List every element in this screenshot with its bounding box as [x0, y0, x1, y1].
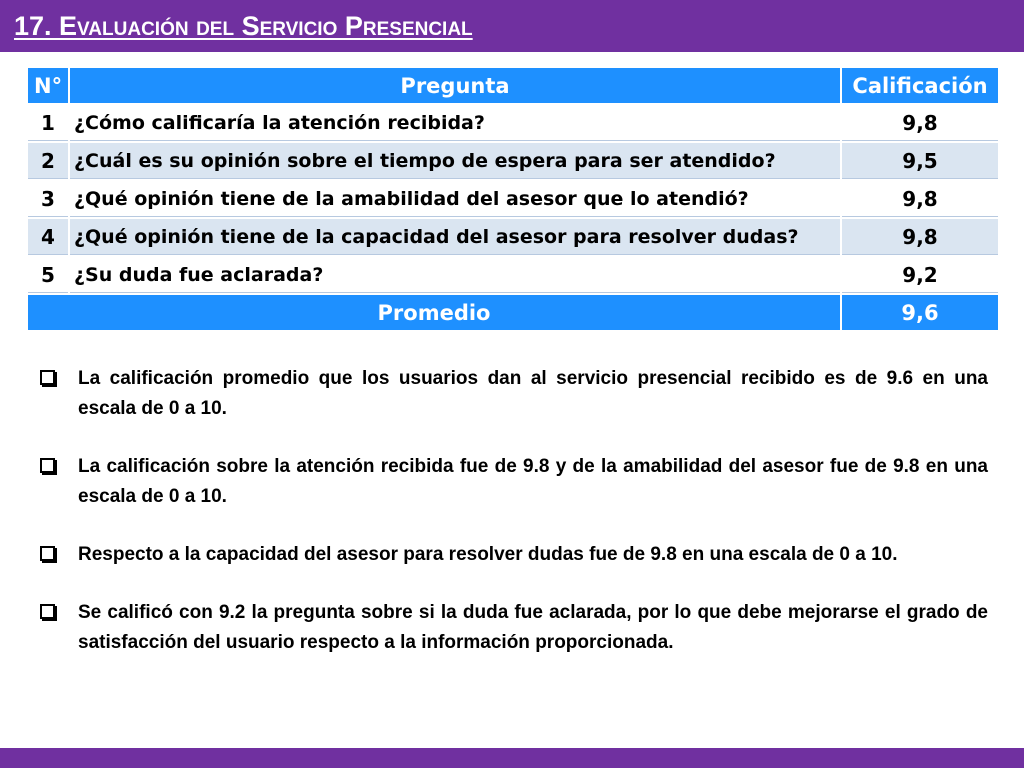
row-number: 2: [28, 143, 68, 179]
checkbox-bullet-icon: [40, 458, 55, 473]
checkbox-bullet-icon: [40, 604, 55, 619]
average-label: Promedio: [28, 295, 840, 330]
average-row: [28, 295, 998, 330]
header-number: N°: [28, 68, 68, 103]
bullet-text: Respecto a la capacidad del asesor para resolver dudas fue de 9.8 en una escala de 0 a 10.: [78, 544, 898, 565]
row-score: 9,8: [842, 105, 998, 141]
row-question: ¿Cómo calificaría la atención recibida?: [70, 105, 840, 141]
average-value: 9,6: [842, 295, 998, 330]
row-number: 3: [28, 181, 68, 217]
bullet-item: [40, 452, 988, 512]
header-score: Calificación: [842, 68, 998, 103]
table-row: [28, 105, 998, 141]
table-row: [28, 257, 998, 293]
row-question: ¿Cuál es su opinión sobre el tiempo de espera para ser atendido?: [70, 143, 840, 179]
footer-bar: [0, 748, 1024, 768]
row-score: 9,8: [842, 219, 998, 255]
row-question: ¿Su duda fue aclarada?: [70, 257, 840, 293]
checkbox-bullet-icon: [40, 546, 55, 561]
table-row: [28, 219, 998, 255]
bullet-list: [40, 364, 988, 686]
table-row: [28, 143, 998, 179]
row-score: 9,2: [842, 257, 998, 293]
bullet-item: [40, 598, 988, 658]
bullet-item: [40, 364, 988, 424]
slide-title: 17. Evaluación del Servicio Presencial: [14, 11, 473, 41]
row-score: 9,5: [842, 143, 998, 179]
bullet-item: [40, 540, 988, 570]
row-question: ¿Qué opinión tiene de la capacidad del asesor para resolver dudas?: [70, 219, 840, 255]
title-bar: [0, 0, 1024, 52]
checkbox-bullet-icon: [40, 370, 55, 385]
row-number: 1: [28, 105, 68, 141]
header-question: Pregunta: [70, 68, 840, 103]
row-number: 5: [28, 257, 68, 293]
bullet-text: La calificación sobre la atención recibida fue de 9.8 y de la amabilidad del asesor fue de 9.8 en una escala de 0 a 10.: [78, 456, 988, 507]
row-score: 9,8: [842, 181, 998, 217]
row-number: 4: [28, 219, 68, 255]
bullet-text: La calificación promedio que los usuarios dan al servicio presencial recibido es de 9.6 en una escala de 0 a 10.: [78, 368, 988, 419]
table-header-row: [28, 68, 998, 103]
table-row: [28, 181, 998, 217]
evaluation-table: [26, 66, 1000, 332]
bullet-text: Se calificó con 9.2 la pregunta sobre si la duda fue aclarada, por lo que debe mejorarse el grado de satisfacción del usuario respecto a la información proporcionada.: [78, 602, 988, 653]
row-question: ¿Qué opinión tiene de la amabilidad del asesor que lo atendió?: [70, 181, 840, 217]
